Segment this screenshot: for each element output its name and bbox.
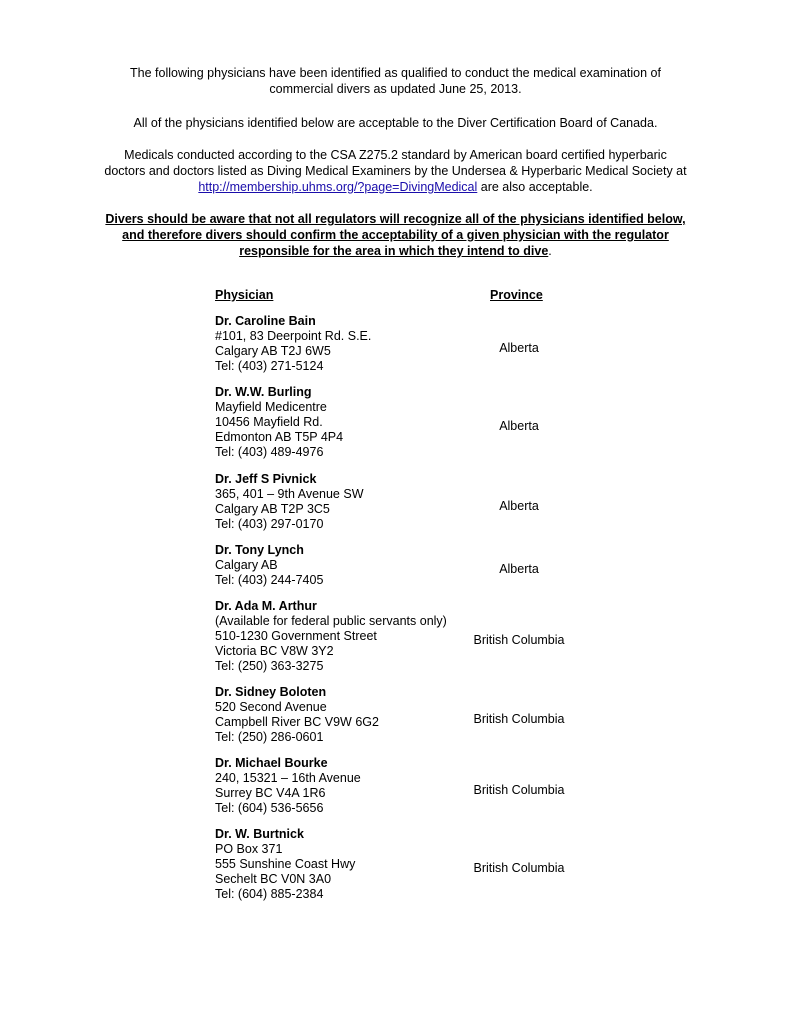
physician-address-line: Tel: (403) 271-5124 — [215, 359, 324, 373]
physician-entry — [215, 314, 675, 374]
intro-line-1: The following physicians have been identified as qualified to conduct the medical examination of — [130, 66, 661, 80]
physician-province: British Columbia — [473, 711, 565, 726]
physician-name: Dr. Tony Lynch — [215, 543, 304, 557]
physician-address-line: Mayfield Medicentre — [215, 400, 327, 414]
physician-address-line: Tel: (604) 885-2384 — [215, 887, 324, 901]
physician-entry — [215, 827, 675, 902]
physician-address-line: #101, 83 Deerpoint Rd. S.E. — [215, 329, 372, 343]
physician-name: Dr. Michael Bourke — [215, 756, 328, 770]
physician-address-line: 520 Second Avenue — [215, 700, 327, 714]
physician-address-line: Calgary AB — [215, 558, 278, 572]
acceptable-text: All of the physicians identified below are acceptable to the Diver Certification Board of Canada. — [133, 116, 658, 130]
physician-column-header: Physician — [215, 288, 274, 302]
physician-entry — [215, 472, 675, 532]
physician-address-line: 365, 401 – 9th Avenue SW — [215, 487, 364, 501]
physician-province: Alberta — [499, 498, 539, 513]
physician-province: Alberta — [499, 340, 539, 355]
warning-line-3 — [60, 243, 731, 259]
physician-name: Dr. Sidney Boloten — [215, 685, 327, 699]
physician-name: Dr. W.W. Burling — [215, 385, 312, 399]
physician-address-line: Calgary AB T2J 6W5 — [215, 344, 331, 358]
uhms-link[interactable]: http://membership.uhms.org/?page=DivingMedical — [198, 180, 478, 194]
physician-address-line: 510-1230 Government Street — [215, 629, 377, 643]
physician-province: Alberta — [499, 419, 539, 433]
physician-address-line: (Available for federal public servants only) — [215, 614, 447, 628]
warning-line-2: and therefore divers should confirm the acceptability of a given physician with the regulator — [122, 228, 669, 242]
physician-address-line: Tel: (403) 244-7405 — [215, 573, 324, 587]
physician-address-line: Calgary AB T2P 3C5 — [215, 502, 330, 516]
csa-line-3 — [60, 179, 731, 195]
physician-province: British Columbia — [473, 782, 565, 797]
intro-paragraph — [60, 65, 731, 97]
physician-address-line: Tel: (250) 286-0601 — [215, 730, 324, 744]
physician-province: British Columbia — [473, 861, 565, 875]
physician-address-line: 240, 15321 – 16th Avenue — [215, 771, 361, 785]
physician-province: British Columbia — [473, 633, 565, 647]
province-column-header: Province — [490, 288, 543, 302]
physician-name: Dr. Caroline Bain — [215, 314, 316, 328]
physician-address-line: Victoria BC V8W 3Y2 — [215, 644, 334, 658]
csa-paragraph — [60, 147, 731, 195]
physician-name: Dr. Jeff S Pivnick — [215, 472, 317, 486]
csa-line-1: Medicals conducted according to the CSA Z275.2 standard by American board certified hyperbaric — [124, 148, 667, 162]
physician-name: Dr. W. Burtnick — [215, 827, 304, 841]
physician-entry — [215, 385, 675, 460]
physician-address-line: Edmonton AB T5P 4P4 — [215, 430, 344, 444]
physician-address-line: 10456 Mayfield Rd. — [215, 415, 323, 429]
physician-address-line: Tel: (604) 536-5656 — [215, 801, 324, 815]
physician-entry — [215, 756, 675, 816]
csa-line-2: doctors and doctors listed as Diving Medical Examiners by the Undersea & Hyperbaric Medical Society at — [104, 164, 687, 178]
physician-entry — [215, 685, 675, 745]
physician-address-line: Sechelt BC V0N 3A0 — [215, 872, 332, 886]
warning-line-3-text: responsible for the area in which they intend to dive — [239, 244, 549, 258]
warning-period: . — [548, 244, 552, 258]
acceptable-paragraph — [60, 115, 731, 131]
physician-name: Dr. Ada M. Arthur — [215, 599, 317, 613]
physician-province: Alberta — [499, 562, 539, 576]
physician-address-line: Surrey BC V4A 1R6 — [215, 786, 326, 800]
physician-address-line: Tel: (250) 363-3275 — [215, 659, 324, 673]
physician-address-line: 555 Sunshine Coast Hwy — [215, 857, 356, 871]
physician-address-line: PO Box 371 — [215, 842, 283, 856]
physician-address-line: Tel: (403) 297-0170 — [215, 517, 324, 531]
warning-line-1: Divers should be aware that not all regulators will recognize all of the physicians identified below, — [105, 212, 686, 226]
warning-paragraph — [60, 211, 731, 259]
csa-link-suffix: are also acceptable. — [477, 180, 593, 194]
physician-address-line: Campbell River BC V9W 6G2 — [215, 715, 379, 729]
intro-line-2: commercial divers as updated June 25, 2013. — [269, 82, 522, 96]
physician-entry — [215, 599, 675, 674]
physician-address-line: Tel: (403) 489-4976 — [215, 445, 324, 459]
physician-entry — [215, 543, 675, 588]
